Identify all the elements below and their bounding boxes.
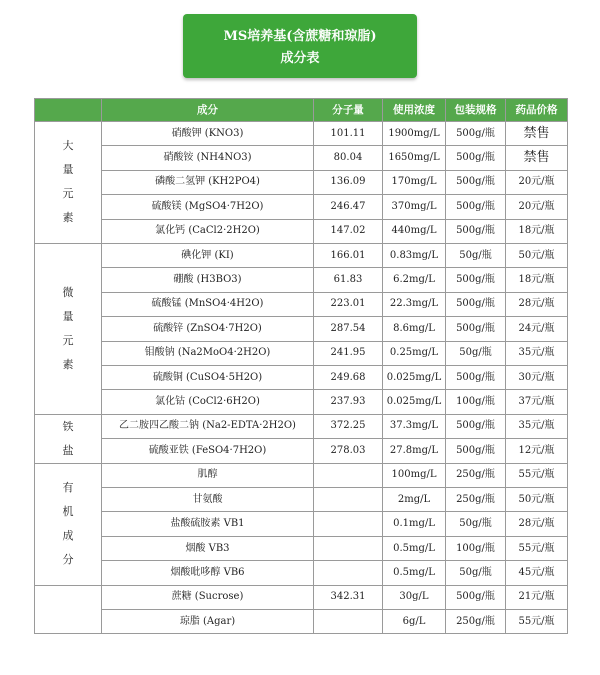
category-cell: 有 机 成 分 <box>35 463 102 585</box>
price-cell: 禁售 <box>506 122 568 146</box>
concentration-cell: 1650mg/L <box>383 146 446 170</box>
package-cell: 50g/瓶 <box>446 561 506 585</box>
concentration-cell: 0.025mg/L <box>383 365 446 389</box>
molecular-weight-cell <box>314 488 383 512</box>
package-cell: 500g/瓶 <box>446 365 506 389</box>
molecular-weight-cell: 136.09 <box>314 170 383 194</box>
price-cell: 20元/瓶 <box>506 195 568 219</box>
table-row <box>35 390 568 414</box>
molecular-weight-cell: 246.47 <box>314 195 383 219</box>
ingredient-name-cell: 乙二胺四乙酸二钠 (Na2-EDTA·2H2O) <box>102 414 314 439</box>
ingredient-name-cell: 硝酸钾 (KNO3) <box>102 122 314 146</box>
price-cell: 50元/瓶 <box>506 488 568 512</box>
package-cell: 100g/瓶 <box>446 536 506 560</box>
table-row <box>35 170 568 194</box>
ingredient-name-cell: 烟酸吡哆醇 VB6 <box>102 561 314 585</box>
table-row <box>35 341 568 365</box>
category-cell: 铁 盐 <box>35 414 102 463</box>
concentration-cell: 370mg/L <box>383 195 446 219</box>
price-cell: 55元/瓶 <box>506 536 568 560</box>
package-cell: 500g/瓶 <box>446 268 506 292</box>
concentration-cell: 22.3mg/L <box>383 292 446 316</box>
table-row <box>35 488 568 512</box>
concentration-cell: 0.25mg/L <box>383 341 446 365</box>
ingredient-name-cell: 蔗糖 (Sucrose) <box>102 585 314 609</box>
molecular-weight-cell <box>314 536 383 560</box>
molecular-weight-cell: 101.11 <box>314 122 383 146</box>
molecular-weight-cell: 237.93 <box>314 390 383 414</box>
molecular-weight-cell: 166.01 <box>314 243 383 267</box>
ingredient-name-cell: 氯化钴 (CoCl2·6H2O) <box>102 390 314 414</box>
molecular-weight-cell: 249.68 <box>314 365 383 389</box>
header-category <box>35 99 102 122</box>
molecular-weight-cell: 372.25 <box>314 414 383 439</box>
category-cell: 大 量 元 素 <box>35 122 102 244</box>
concentration-cell: 8.6mg/L <box>383 317 446 341</box>
ingredient-name-cell: 氯化钙 (CaCl2·2H2O) <box>102 219 314 243</box>
concentration-cell: 37.3mg/L <box>383 414 446 439</box>
title-banner <box>183 14 417 78</box>
molecular-weight-cell: 342.31 <box>314 585 383 609</box>
package-cell: 500g/瓶 <box>446 292 506 316</box>
molecular-weight-cell: 147.02 <box>314 219 383 243</box>
price-cell: 30元/瓶 <box>506 365 568 389</box>
concentration-cell: 440mg/L <box>383 219 446 243</box>
package-cell: 500g/瓶 <box>446 585 506 609</box>
ingredient-name-cell: 硼酸 (H3BO3) <box>102 268 314 292</box>
header-molecular-weight: 分子量 <box>314 99 383 122</box>
table-row <box>35 463 568 487</box>
price-cell: 24元/瓶 <box>506 317 568 341</box>
table-row <box>35 561 568 585</box>
molecular-weight-cell <box>314 463 383 487</box>
ingredient-name-cell: 磷酸二氢钾 (KH2PO4) <box>102 170 314 194</box>
molecular-weight-cell <box>314 561 383 585</box>
table-row <box>35 439 568 464</box>
package-cell: 500g/瓶 <box>446 122 506 146</box>
molecular-weight-cell: 241.95 <box>314 341 383 365</box>
concentration-cell: 170mg/L <box>383 170 446 194</box>
ingredient-table <box>34 98 568 634</box>
ingredient-name-cell: 硝酸铵 (NH4NO3) <box>102 146 314 170</box>
price-cell: 45元/瓶 <box>506 561 568 585</box>
table-row <box>35 122 568 146</box>
category-cell: 微 量 元 素 <box>35 243 102 414</box>
price-cell: 35元/瓶 <box>506 341 568 365</box>
table-row <box>35 414 568 439</box>
package-cell: 50g/瓶 <box>446 341 506 365</box>
price-cell: 12元/瓶 <box>506 439 568 464</box>
table-row <box>35 243 568 267</box>
molecular-weight-cell: 61.83 <box>314 268 383 292</box>
category-cell <box>35 585 102 634</box>
molecular-weight-cell: 278.03 <box>314 439 383 464</box>
price-cell: 37元/瓶 <box>506 390 568 414</box>
price-cell: 21元/瓶 <box>506 585 568 609</box>
table-row <box>35 365 568 389</box>
package-cell: 500g/瓶 <box>446 317 506 341</box>
ingredient-name-cell: 硫酸锌 (ZnSO4·7H2O) <box>102 317 314 341</box>
package-cell: 500g/瓶 <box>446 195 506 219</box>
ingredient-name-cell: 肌醇 <box>102 463 314 487</box>
header-price: 药品价格 <box>506 99 568 122</box>
concentration-cell: 2mg/L <box>383 488 446 512</box>
concentration-cell: 100mg/L <box>383 463 446 487</box>
ingredient-name-cell: 琼脂 (Agar) <box>102 610 314 634</box>
table-row <box>35 610 568 634</box>
package-cell: 500g/瓶 <box>446 219 506 243</box>
table-body <box>35 122 568 634</box>
package-cell: 500g/瓶 <box>446 414 506 439</box>
concentration-cell: 0.83mg/L <box>383 243 446 267</box>
price-cell: 禁售 <box>506 146 568 170</box>
molecular-weight-cell: 80.04 <box>314 146 383 170</box>
price-cell: 20元/瓶 <box>506 170 568 194</box>
ingredient-name-cell: 硫酸锰 (MnSO4·4H2O) <box>102 292 314 316</box>
ingredient-name-cell: 盐酸硫胺素 VB1 <box>102 512 314 536</box>
header-concentration: 使用浓度 <box>383 99 446 122</box>
table-header-row <box>35 99 568 122</box>
title-main: MS培养基(含蔗糖和琼脂) <box>223 29 377 44</box>
concentration-cell: 27.8mg/L <box>383 439 446 464</box>
concentration-cell: 0.1mg/L <box>383 512 446 536</box>
concentration-cell: 0.025mg/L <box>383 390 446 414</box>
price-cell: 18元/瓶 <box>506 219 568 243</box>
table-row <box>35 195 568 219</box>
ingredient-name-cell: 碘化钾 (KI) <box>102 243 314 267</box>
price-cell: 35元/瓶 <box>506 414 568 439</box>
title-sub: 成分表 <box>280 51 320 66</box>
price-cell: 55元/瓶 <box>506 610 568 634</box>
package-cell: 50g/瓶 <box>446 243 506 267</box>
concentration-cell: 30g/L <box>383 585 446 609</box>
table-row <box>35 268 568 292</box>
table-row <box>35 585 568 609</box>
price-cell: 28元/瓶 <box>506 292 568 316</box>
ingredient-name-cell: 硫酸亚铁 (FeSO4·7H2O) <box>102 439 314 464</box>
ingredient-name-cell: 甘氨酸 <box>102 488 314 512</box>
molecular-weight-cell <box>314 610 383 634</box>
molecular-weight-cell: 287.54 <box>314 317 383 341</box>
concentration-cell: 6.2mg/L <box>383 268 446 292</box>
table-row <box>35 219 568 243</box>
molecular-weight-cell <box>314 512 383 536</box>
ingredient-name-cell: 钼酸钠 (Na2MoO4·2H2O) <box>102 341 314 365</box>
header-package: 包装规格 <box>446 99 506 122</box>
price-cell: 50元/瓶 <box>506 243 568 267</box>
price-cell: 18元/瓶 <box>506 268 568 292</box>
package-cell: 50g/瓶 <box>446 512 506 536</box>
package-cell: 500g/瓶 <box>446 439 506 464</box>
concentration-cell: 6g/L <box>383 610 446 634</box>
header-ingredient: 成分 <box>102 99 314 122</box>
package-cell: 250g/瓶 <box>446 610 506 634</box>
molecular-weight-cell: 223.01 <box>314 292 383 316</box>
table-row <box>35 146 568 170</box>
ingredient-name-cell: 硫酸铜 (CuSO4·5H2O) <box>102 365 314 389</box>
price-cell: 55元/瓶 <box>506 463 568 487</box>
package-cell: 250g/瓶 <box>446 463 506 487</box>
package-cell: 250g/瓶 <box>446 488 506 512</box>
package-cell: 500g/瓶 <box>446 170 506 194</box>
package-cell: 100g/瓶 <box>446 390 506 414</box>
table-row <box>35 292 568 316</box>
concentration-cell: 0.5mg/L <box>383 561 446 585</box>
ingredient-name-cell: 硫酸镁 (MgSO4·7H2O) <box>102 195 314 219</box>
table-row <box>35 512 568 536</box>
price-cell: 28元/瓶 <box>506 512 568 536</box>
concentration-cell: 0.5mg/L <box>383 536 446 560</box>
concentration-cell: 1900mg/L <box>383 122 446 146</box>
table-row <box>35 536 568 560</box>
package-cell: 500g/瓶 <box>446 146 506 170</box>
ingredient-name-cell: 烟酸 VB3 <box>102 536 314 560</box>
table-row <box>35 317 568 341</box>
